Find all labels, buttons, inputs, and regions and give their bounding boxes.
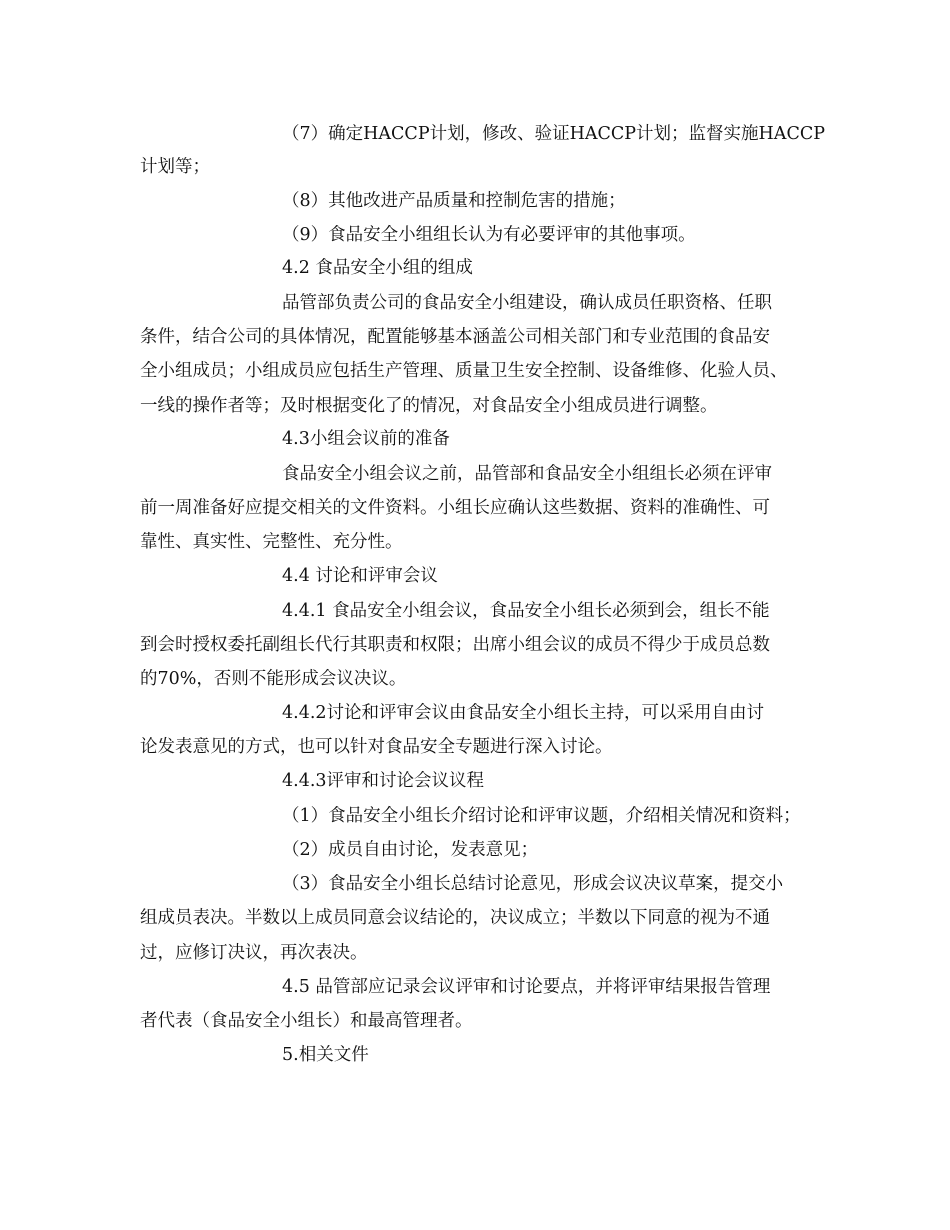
- text-line: （3）食品安全小组长总结讨论意见，形成会议决议草案，提交小: [282, 874, 784, 894]
- section-heading: 5.相关文件: [282, 1045, 369, 1065]
- section-heading: 4.3小组会议前的准备: [282, 429, 450, 449]
- text-line: 前一周准备好应提交相关的文件资料。小组长应确认这些数据、资料的准确性、可: [140, 498, 770, 518]
- text-line: 条件，结合公司的具体情况，配置能够基本涵盖公司相关部门和专业范围的食品安: [140, 327, 770, 347]
- section-heading: 4.2 食品安全小组的组成: [282, 258, 473, 278]
- text-line: （1）食品安全小组长介绍讨论和评审议题，介绍相关情况和资料；: [282, 806, 801, 826]
- text-line: 者代表（食品安全小组长）和最高管理者。: [140, 1011, 473, 1031]
- text-line: 4.4.2讨论和评审会议由食品安全小组长主持，可以采用自由讨: [282, 703, 765, 723]
- text-line: （8）其他改进产品质量和控制危害的措施；: [282, 191, 626, 211]
- text-line: 4.4.1 食品安全小组会议，食品安全小组长必须到会，组长不能: [282, 601, 770, 621]
- text-line: 到会时授权委托副组长代行其职责和权限；出席小组会议的成员不得少于成员总数: [140, 635, 770, 655]
- text-line: 论发表意见的方式，也可以针对食品安全专题进行深入讨论。: [140, 737, 613, 757]
- text-line: 4.5 品管部应记录会议评审和讨论要点，并将评审结果报告管理: [282, 977, 771, 997]
- text-line: 过，应修订决议，再次表决。: [140, 943, 368, 963]
- text-line: 食品安全小组会议之前，品管部和食品安全小组组长必须在评审: [282, 464, 772, 484]
- section-heading: 4.4.3评审和讨论会议议程: [282, 771, 485, 791]
- text-line: （2）成员自由讨论，发表意见；: [282, 840, 539, 860]
- text-line: 一线的操作者等；及时根据变化了的情况，对食品安全小组成员进行调整。: [140, 396, 718, 416]
- text-line: （9）食品安全小组组长认为有必要评审的其他事项。: [282, 225, 696, 245]
- text-line: 靠性、真实性、完整性、充分性。: [140, 532, 403, 552]
- section-heading: 4.4 讨论和评审会议: [282, 566, 438, 586]
- text-line: 的70%，否则不能形成会议决议。: [140, 669, 407, 689]
- text-line: 品管部负责公司的食品安全小组建设，确认成员任职资格、任职: [282, 293, 772, 313]
- text-line: 计划等；: [140, 157, 210, 177]
- text-line: 全小组成员；小组成员应包括生产管理、质量卫生安全控制、设备维修、化验人员、: [140, 361, 788, 381]
- text-line: （7）确定HACCP计划，修改、验证HACCP计划；监督实施HACCP: [282, 124, 825, 144]
- text-line: 组成员表决。半数以上成员同意会议结论的，决议成立；半数以下同意的视为不通: [140, 908, 770, 928]
